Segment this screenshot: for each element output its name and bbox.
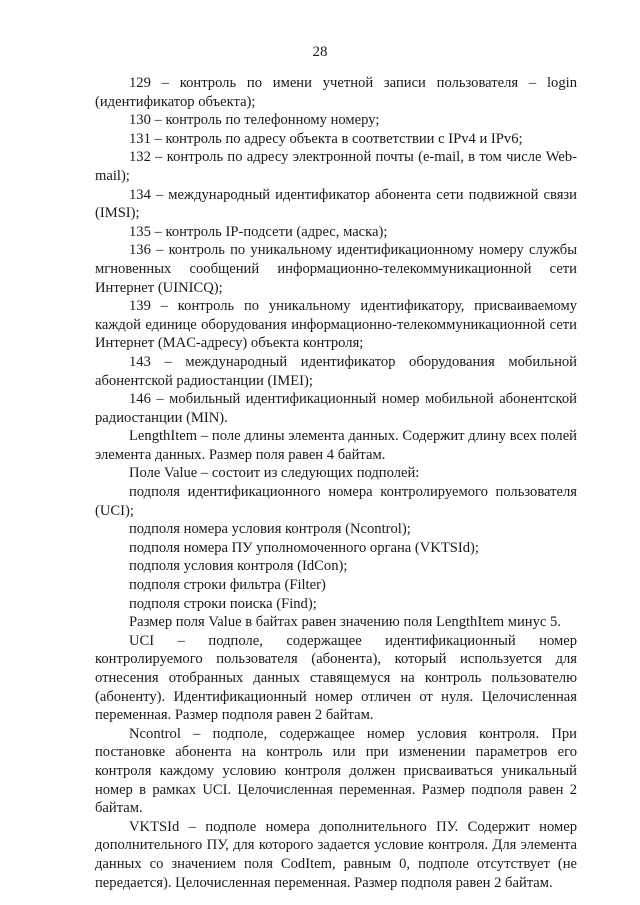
paragraph-subfield-vktsid: подполя номера ПУ уполномоченного органа (VKTSId); — [129, 539, 479, 556]
paragraph-subfield-filter: подполя строки фильтра (Filter) — [129, 577, 326, 594]
paragraph-value-size: Размер поля Value в байтах равен значению поля LengthItem минус 5. — [129, 614, 561, 631]
paragraph-lengthitem: LengthItem – поле длины элемента данных. Содержит длину всех полей элемента данных. Размер поля равен 4 байтам. — [95, 428, 577, 463]
paragraph-130: 130 – контроль по телефонному номеру; — [129, 112, 380, 129]
paragraph-143: 143 – международный идентификатор оборудования мобильной абонентской радиостанции (IMEI); — [95, 353, 577, 389]
paragraph-136: 136 – контроль по уникальному идентификационному номеру службы мгновенных сообщений информационно-телекоммуникационной сети Интернет (UINICQ); — [95, 242, 577, 296]
paragraph-135: 135 – контроль IP-подсети (адрес, маска); — [129, 223, 388, 240]
paragraph-132: 132 – контроль по адресу электронной почты (e-mail, в том числе Web-mail); — [95, 149, 577, 184]
paragraph-uci: UCI – подполе, содержащее идентификационный номер контролируемого пользователя (абонента), который используется для отнесения отобранных данных ставящемуся на контроль пользователю (абоненту). Идентификационный номер отличен от нуля. Целочисленная переменная. Размер подполя равен 2 байтам. — [95, 632, 577, 724]
paragraph-subfield-find: подполя строки поиска (Find); — [129, 595, 317, 612]
paragraph-146: 146 – мобильный идентификационный номер мобильной абонентской радиостанции (MIN). — [95, 391, 577, 426]
paragraph-subfield-uci: подполя идентификационного номера контролируемого пользователя (UCI); — [95, 484, 577, 519]
paragraph-vktsid: VKTSId – подполе номера дополнительного ПУ. Содержит номер дополнительного ПУ, для которого задается условие контроля. Для элемента данных со значением поля CodItem, равным 0, подполе отсутствует (не передается). Целочисленная переменная. Размер подполя равен 2 байтам. — [95, 818, 577, 891]
paragraph-131: 131 – контроль по адресу объекта в соответствии с IPv4 и IPv6; — [129, 130, 523, 147]
paragraph-subfield-ncontrol: подполя номера условия контроля (Ncontrol); — [129, 521, 411, 538]
document-body — [95, 74, 577, 892]
paragraph-134: 134 – международный идентификатор абонента сети подвижной связи (IMSI); — [95, 186, 577, 222]
paragraph-129: 129 – контроль по имени учетной записи пользователя – login (идентификатор объекта); — [95, 75, 577, 110]
paragraph-subfield-idcon: подполя условия контроля (IdCon); — [129, 558, 348, 575]
paragraph-ncontrol: Ncontrol – подполе, содержащее номер условия контроля. При постановке абонента на контроль или при изменении параметров его контроля каждому условию контроля должен присваиваться уникальный номер в рамках UCI. Целочисленная переменная. Размер подполя равен 2 байтам. — [95, 725, 577, 817]
paragraph-139: 139 – контроль по уникальному идентификатору, присваиваемому каждой единице оборудования информационно-телекоммуникационной сети Интернет (MAC-адресу) объекта контроля; — [95, 298, 577, 352]
paragraph-value-field: Поле Value – состоит из следующих подполей: — [129, 465, 420, 482]
page-number: 28 — [312, 44, 328, 60]
